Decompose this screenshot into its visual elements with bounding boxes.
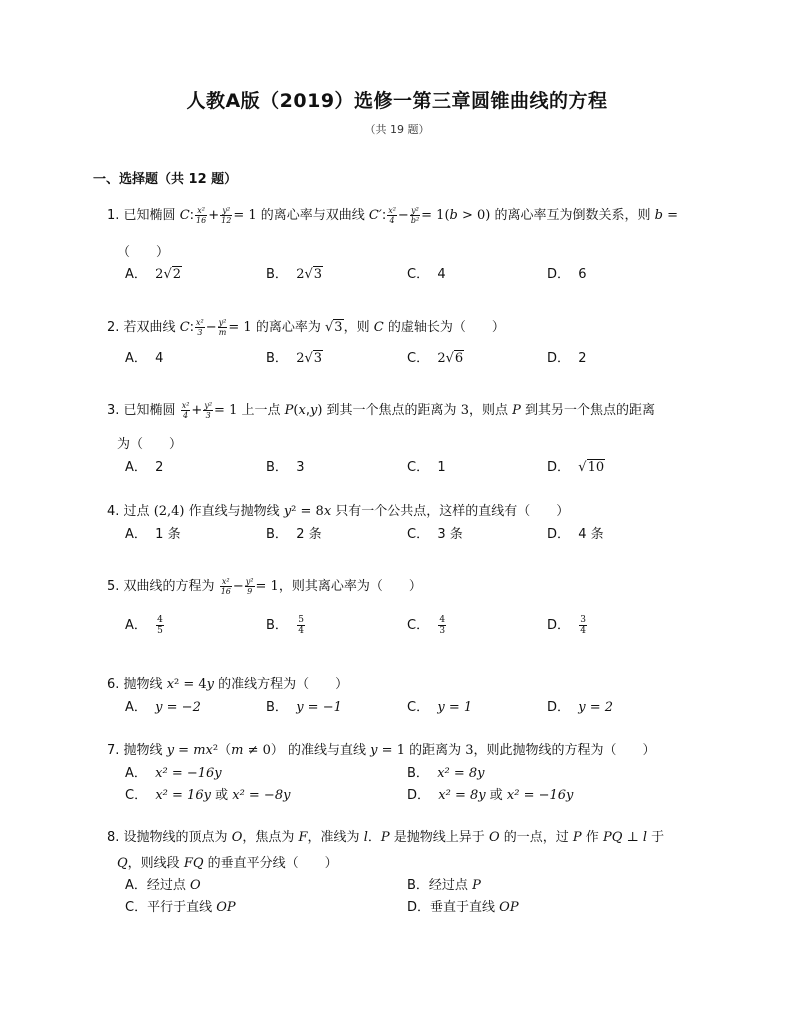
q8-option-b: B．经过点 P: [407, 878, 481, 893]
q6-option-a: A． y = −2: [125, 700, 201, 715]
section-heading: 一、选择题（共 12 题）: [93, 172, 238, 187]
question-3: 3. 已知椭圆 $\frac{\text{x²}}{4}$ + $\frac{\text{y²}}{3}$ = 1 上一点 P(x,y) 到其一个焦点的距离为 3，则点 P 到其另一个焦点的距离: [107, 401, 656, 420]
q8-option-d: D．垂直于直线 OP: [407, 900, 519, 915]
q4-option-c: C． 3 条: [407, 527, 463, 542]
question-7: 7. 抛物线 y = mx²（m ≠ 0） 的准线与直线 y = 1 的距离为 3，则此抛物线的方程为（ ）: [107, 743, 656, 758]
q1-option-b: B． 2√3: [266, 267, 323, 282]
question-6: 6. 抛物线 x² = 4y 的准线方程为（ ）: [107, 677, 349, 692]
q5-option-b: B． $\frac{5}{4}$: [266, 615, 304, 636]
question-8: 8. 设抛物线的顶点为 O，焦点为 F，准线为 l．P 是抛物线上异于 O 的一点，过 P 作 PQ ⊥ l 于: [107, 830, 665, 845]
question-2: 2. 若双曲线 C: $\frac{\text{x²}}{3}$ − $\frac{\text{y²}}{m}$ = 1 的离心率为 √3，则 C 的虚轴长为（ ）: [107, 318, 505, 337]
q3-option-b: B． 3: [266, 460, 305, 475]
q3-option-a: A． 2: [125, 460, 164, 475]
q5-option-d: D． $\frac{3}{4}$: [547, 615, 587, 636]
q7-option-c: C． x² = 16y 或 x² = −8y: [125, 788, 291, 803]
q4-option-d: D． 4 条: [547, 527, 604, 542]
q4-option-a: A． 1 条: [125, 527, 181, 542]
q7-option-b: B． x² = 8y: [407, 766, 485, 781]
question-5: 5. 双曲线的方程为 $\frac{\text{x²}}{16}$ − $\frac{\text{y²}}{9}$ = 1，则其离心率为（ ）: [107, 577, 422, 596]
q2-option-b: B． 2√3: [266, 351, 323, 366]
q5-option-c: C． $\frac{4}{3}$: [407, 615, 446, 636]
q2-option-d: D． 2: [547, 351, 587, 366]
q7-option-a: A． x² = −16y: [125, 766, 222, 781]
q1-option-c: C． 4: [407, 267, 446, 282]
q6-option-c: C． y = 1: [407, 700, 473, 715]
page-subtitle: （共 19 题）: [364, 123, 430, 136]
question-1-paren: （ ）: [117, 245, 170, 260]
q1-option-d: D． 6: [547, 267, 587, 282]
question-1: 1. 已知椭圆 C: $\frac{\text{x²}}{16}$ + $\frac{\text{y²}}{12}$ = 1 的离心率与双曲线 C′: $\frac{\text{x²}}{4}$ − $\frac{\text{y²}}{\text{b²}}$ = 1(b > 0) 的离心率互为倒数关系，则 b =: [107, 206, 679, 225]
q4-option-b: B． 2 条: [266, 527, 322, 542]
q3-option-c: C． 1: [407, 460, 446, 475]
q2-option-a: A． 4: [125, 351, 164, 366]
q3-option-d: D． √10: [547, 460, 605, 475]
q7-option-d: D． x² = 8y 或 x² = −16y: [407, 788, 574, 803]
question-3-cont: 为（ ）: [117, 437, 183, 452]
q1-option-a: A． 2√2: [125, 267, 182, 282]
q8-option-c: C．平行于直线 OP: [125, 900, 236, 915]
page-title: 人教A版（2019）选修一第三章圆锥曲线的方程: [186, 90, 608, 112]
q2-option-c: C． 2√6: [407, 351, 464, 366]
q5-option-a: A． $\frac{4}{5}$: [125, 615, 163, 636]
q8-option-a: A．经过点 O: [125, 878, 201, 893]
q6-option-d: D． y = 2: [547, 700, 614, 715]
question-4: 4. 过点 (2,4) 作直线与抛物线 y² = 8x 只有一个公共点，这样的直线有（ ）: [107, 504, 570, 519]
question-8-cont: Q，则线段 FQ 的垂直平分线（ ）: [117, 856, 338, 871]
q6-option-b: B． y = −1: [266, 700, 342, 715]
